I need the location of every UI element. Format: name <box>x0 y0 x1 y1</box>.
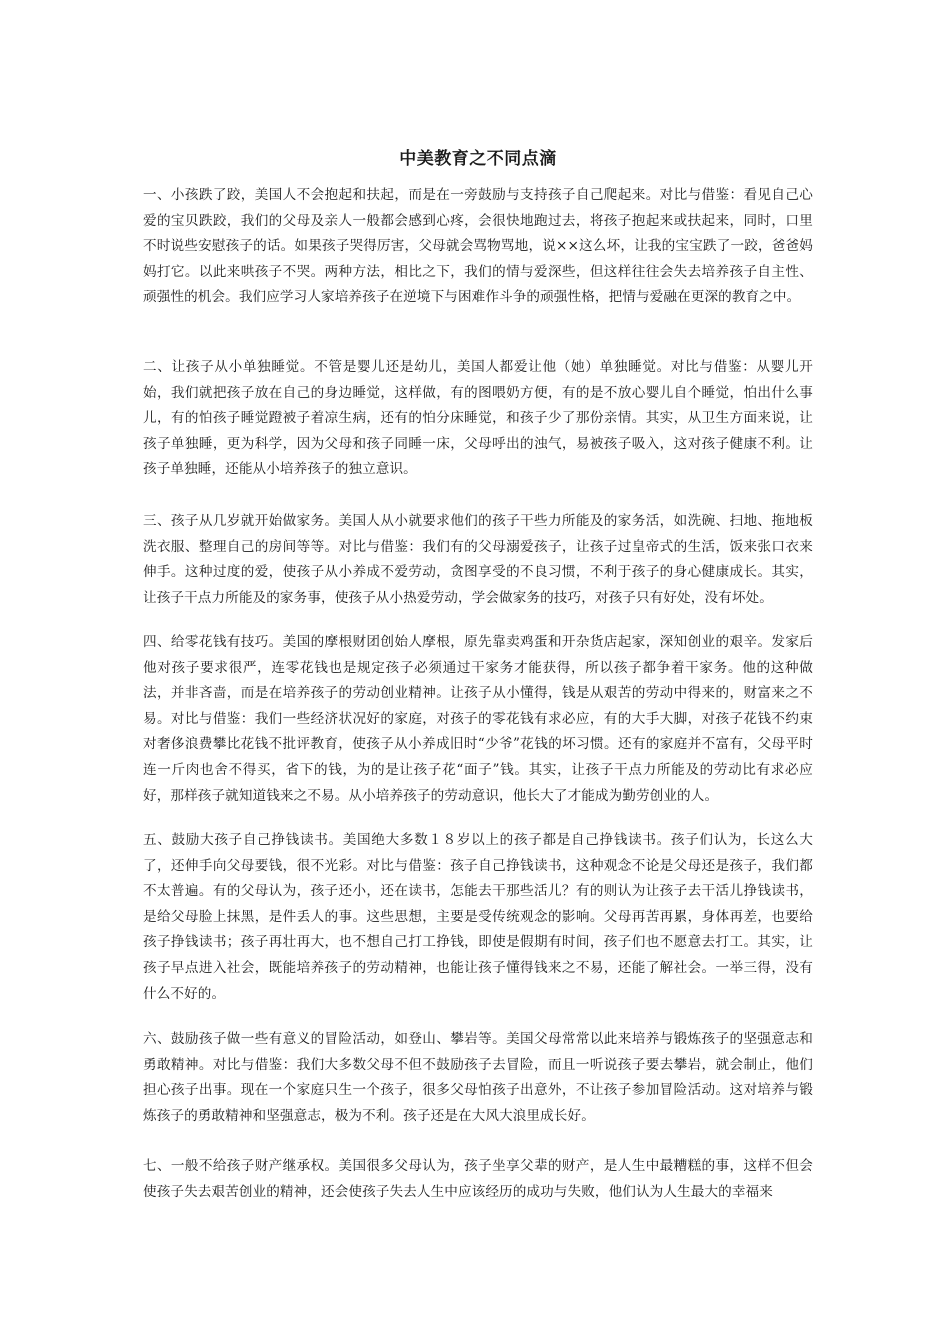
paragraph-4: 四、给零花钱有技巧。美国的摩根财团创始人摩根，原先靠卖鸡蛋和开杂货店起家，深知创业的艰辛。发家后他对孩子要求很严，连零花钱也是规定孩子必须通过干家务才能获得，所以孩子都争着干家务。他的这种做法，并非吝啬，而是在培养孩子的劳动创业精神。让孩子从小懂得，钱是从艰苦的劳动中得来的，财富来之不易。对比与借鉴：我们一些经济状况好的家庭，对孩子的零花钱有求必应，有的大手大脚，对孩子花钱不约束对奢侈浪费攀比花钱不批评教育，使孩子从小养成旧时“少爷”花钱的坏习惯。还有的家庭并不富有，父母平时连一斤肉也舍不得买，省下的钱，为的是让孩子花“面子”钱。其实，让孩子干点力所能及的劳动比有求必应好，那样孩子就知道钱来之不易。从小培养孩子的劳动意识，他长大了才能成为勤劳创业的人。 <box>143 634 813 804</box>
paragraph-2: 二、让孩子从小单独睡觉。不管是婴儿还是幼儿，美国人都爱让他（她）单独睡觉。对比与借鉴：从婴儿开始，我们就把孩子放在自己的身边睡觉，这样做，有的图喂奶方便，有的是不放心婴儿自个睡觉，怕出什么事儿，有的怕孩子睡觉蹬被子着凉生病，还有的怕分床睡觉，和孩子少了那份亲情。其实，从卫生方面来说，让孩子单独睡，更为科学，因为父母和孩子同睡一床，父母呼出的浊气，易被孩子吸入，这对孩子健康不利。让孩子单独睡，还能从小培养孩子的独立意识。 <box>143 359 813 478</box>
paragraph-6: 六、鼓励孩子做一些有意义的冒险活动，如登山、攀岩等。美国父母常常以此来培养与锻炼孩子的坚强意志和勇敢精神。对比与借鉴：我们大多数父母不但不鼓励孩子去冒险，而且一听说孩子要去攀岩，就会制止，他们担心孩子出事。现在一个家庭只生一个孩子，很多父母怕孩子出意外，不让孩子参加冒险活动。这对培养与锻炼孩子的勇敢精神和坚强意志，极为不利。孩子还是在大风大浪里成长好。 <box>143 1031 813 1124</box>
document-title: 中美教育之不同点滴 <box>399 149 557 169</box>
document-page <box>143 0 813 1344</box>
paragraph-7: 七、一般不给孩子财产继承权。美国很多父母认为，孩子坐享父辈的财产，是人生中最糟糕的事，这样不但会使孩子失去艰苦创业的精神，还会使孩子失去人生中应该经历的成功与失败，他们认为人生最大的幸福来 <box>143 1158 813 1200</box>
paragraph-5: 五、鼓励大孩子自己挣钱读书。美国绝大多数１８岁以上的孩子都是自己挣钱读书。孩子们认为，长这么大了，还伸手向父母要钱，很不光彩。对比与借鉴：孩子自己挣钱读书，这种观念不论是父母还是孩子，我们都不太普遍。有的父母认为，孩子还小，还在读书，怎能去干那些活儿？有的则认为让孩子去干活儿挣钱读书，是给父母脸上抹黑，是件丢人的事。这些思想，主要是受传统观念的影响。父母再苦再累，身体再差，也要给孩子挣钱读书；孩子再壮再大，也不想自己打工挣钱，即使是假期有时间，孩子们也不愿意去打工。其实，让孩子早点进入社会，既能培养孩子的劳动精神，也能让孩子懂得钱来之不易，还能了解社会。一举三得，没有什么不好的。 <box>143 832 813 1002</box>
paragraph-3: 三、孩子从几岁就开始做家务。美国人从小就要求他们的孩子干些力所能及的家务活，如洗碗、扫地、拖地板洗衣服、整理自己的房间等等。对比与借鉴：我们有的父母溺爱孩子，让孩子过皇帝式的生活，饭来张口衣来伸手。这种过度的爱，使孩子从小养成不爱劳动，贪图享受的不良习惯，不利于孩子的身心健康成长。其实，让孩子干点力所能及的家务事，使孩子从小热爱劳动，学会做家务的技巧，对孩子只有好处，没有坏处。 <box>143 513 813 606</box>
paragraph-1: 一、小孩跌了跤，美国人不会抱起和扶起，而是在一旁鼓励与支持孩子自己爬起来。对比与借鉴：看见自己心爱的宝贝跌跤，我们的父母及亲人一般都会感到心疼，会很快地跑过去，将孩子抱起来或扶起来，同时，口里不时说些安慰孩子的话。如果孩子哭得厉害，父母就会骂物骂地，说××这么坏，让我的宝宝跌了一跤，爸爸妈妈打它。以此来哄孩子不哭。两种方法，相比之下，我们的情与爱深些，但这样往往会失去培养孩子自主性、顽强性的机会。我们应学习人家培养孩子在逆境下与困难作斗争的顽强性格，把情与爱融在更深的教育之中。 <box>143 187 813 306</box>
